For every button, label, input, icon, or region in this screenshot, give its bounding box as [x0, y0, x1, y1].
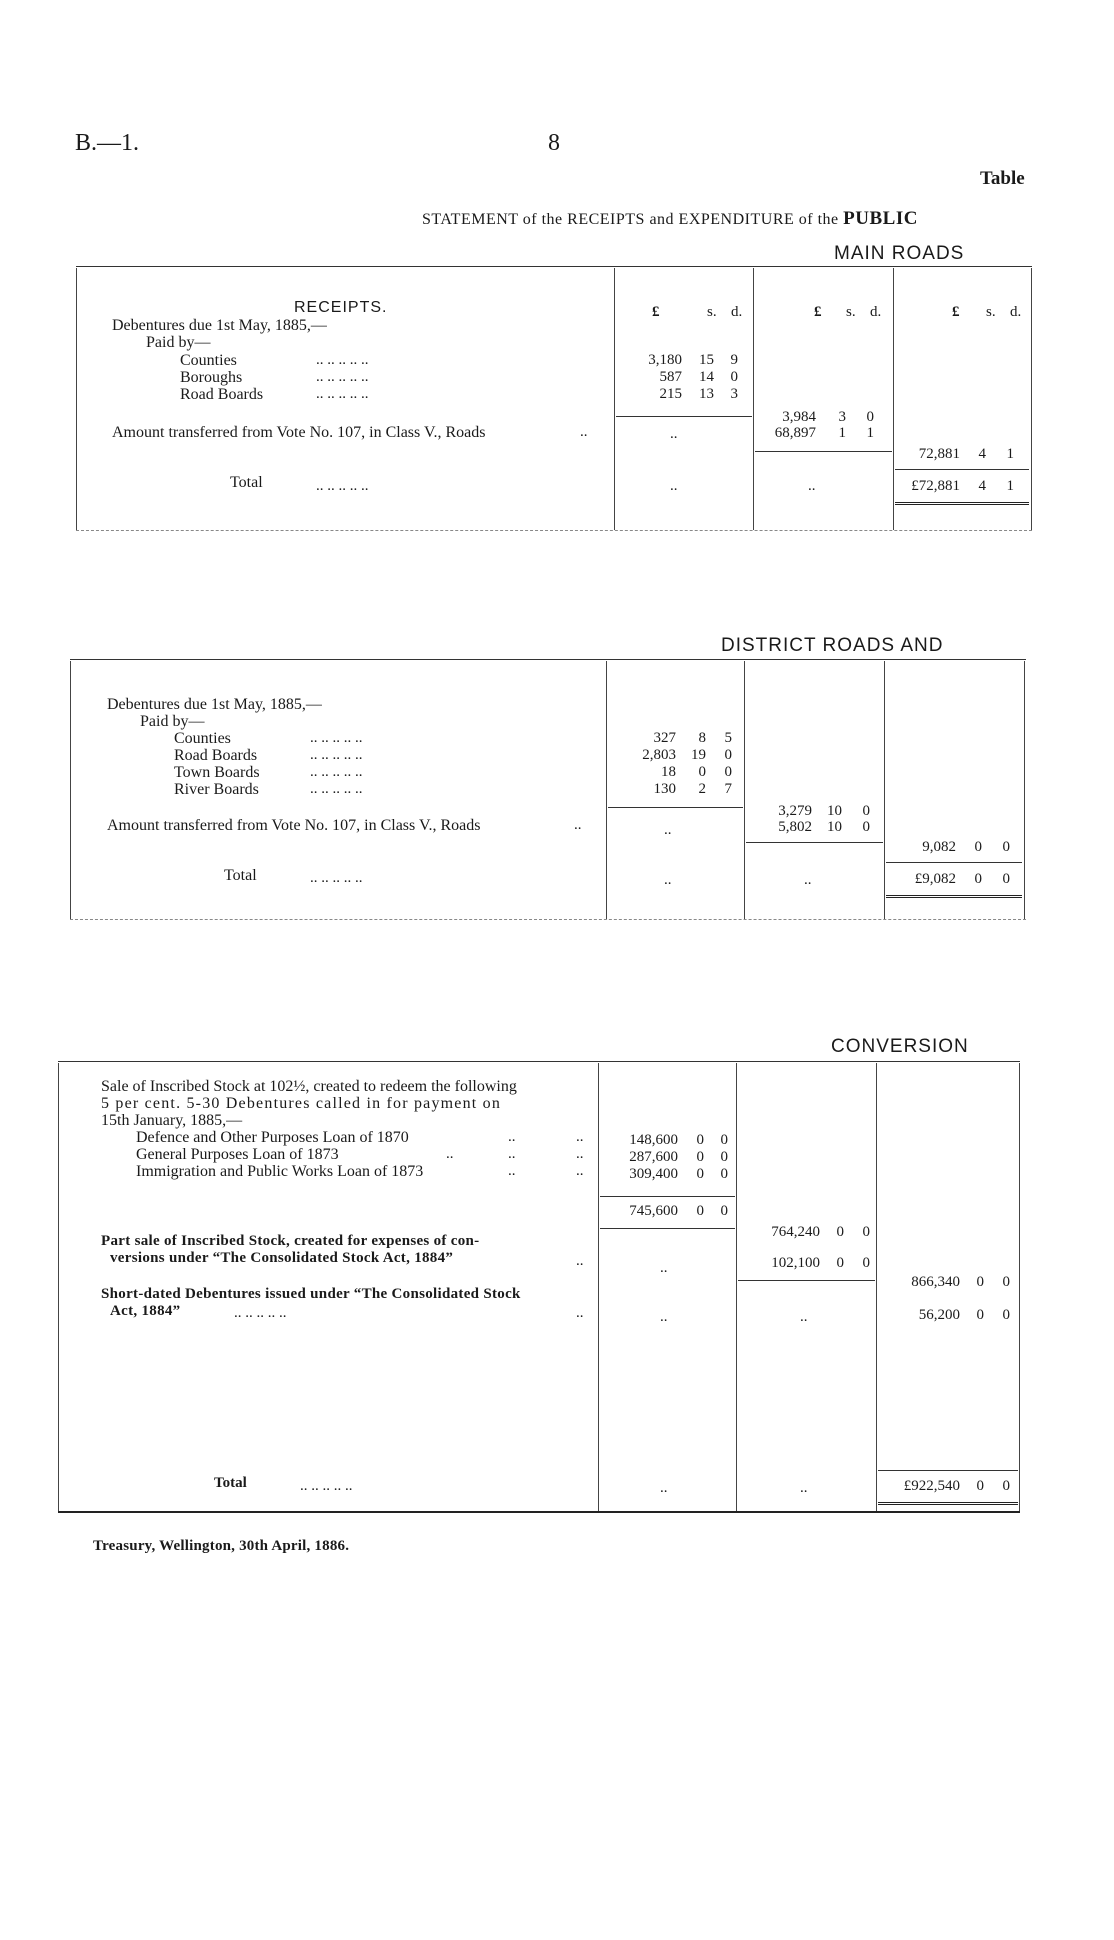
dot-leader: .. .. .. .. .. [316, 478, 369, 494]
amount-shillings: 4 [978, 446, 986, 462]
amount-shillings: 0 [974, 839, 982, 855]
dot-leader: .. [580, 424, 588, 440]
total-label: Total [230, 474, 263, 491]
empty-marker: .. [800, 1480, 808, 1496]
col2-shilling-header: s. [846, 304, 856, 320]
amount-pence: 5 [724, 730, 732, 746]
amount-shillings: 0 [696, 1166, 704, 1182]
amount-shillings: 14 [699, 369, 714, 385]
amount-shillings: 4 [978, 478, 986, 494]
amount-pounds: 102,100 [771, 1255, 820, 1271]
table-label: Table [980, 168, 1025, 189]
amount-pence: 0 [730, 369, 738, 385]
amount-pence: 1 [1006, 446, 1014, 462]
district-roads-heading: DISTRICT ROADS AND [721, 635, 944, 656]
dot-leader: .. [576, 1146, 584, 1162]
sale-line-1: Sale of Inscribed Stock at 102½, created to redeem the following [101, 1078, 517, 1095]
row-label: Town Boards [174, 764, 260, 781]
row-label: Road Boards [174, 747, 258, 764]
amount-pounds: 215 [659, 386, 682, 402]
amount-pence: 0 [862, 803, 870, 819]
amount-pence: 0 [720, 1203, 728, 1219]
amount-pounds: £922,540 [903, 1478, 960, 1494]
amount-pence: 1 [1006, 478, 1014, 494]
amount-pounds: 56,200 [918, 1307, 960, 1323]
amount-pounds: 72,881 [918, 446, 960, 462]
total-label: Total [224, 867, 257, 884]
empty-marker: .. [660, 1309, 668, 1325]
row-label: Counties [174, 730, 231, 747]
dot-leader: .. .. .. .. .. [316, 369, 369, 385]
amount-shillings: 2 [698, 781, 706, 797]
amount-shillings: 0 [836, 1224, 844, 1240]
amount-pounds: 5,802 [778, 819, 812, 835]
dot-leader: .. [508, 1146, 516, 1162]
dot-leader: .. .. .. .. .. [310, 870, 363, 886]
amount-shillings: 0 [696, 1203, 704, 1219]
amount-pence: 0 [720, 1132, 728, 1148]
row-label: Boroughs [180, 369, 243, 386]
sale-line-2: 5 per cent. 5-30 Debentures called in for payment on [101, 1095, 502, 1112]
amount-pounds: 764,240 [771, 1224, 820, 1240]
amount-shillings: 19 [691, 747, 706, 763]
amount-pounds: 130 [653, 781, 676, 797]
amount-shillings: 0 [696, 1149, 704, 1165]
amount-pence: 0 [1002, 1478, 1010, 1494]
loan-label: General Purposes Loan of 1873 [136, 1146, 339, 1163]
col3-shilling-header: s. [986, 304, 996, 320]
amount-pence: 0 [720, 1166, 728, 1182]
amount-shillings: 0 [976, 1478, 984, 1494]
statement-expenditure: EXPENDITURE [678, 211, 795, 228]
dot-leader: .. .. .. .. .. [310, 781, 363, 797]
empty-marker: .. [800, 1309, 808, 1325]
amount-pounds: 866,340 [911, 1274, 960, 1290]
sale-line-3: 15th January, 1885,— [101, 1112, 243, 1129]
row-label: Counties [180, 352, 237, 369]
statement-of-the: of the [798, 211, 839, 228]
dot-leader: .. [576, 1163, 584, 1179]
dot-leader: .. [576, 1253, 584, 1269]
amount-pounds: 9,082 [922, 839, 956, 855]
empty-marker: .. [670, 426, 678, 442]
dot-leader: .. .. .. .. .. [316, 386, 369, 402]
amount-pounds: 18 [661, 764, 676, 780]
amount-pence: 0 [1002, 871, 1010, 887]
row-label: River Boards [174, 781, 259, 798]
dot-leader: .. .. .. .. .. [310, 730, 363, 746]
amount-shillings: 13 [699, 386, 714, 402]
amount-pounds: 327 [653, 730, 676, 746]
dot-leader: .. .. .. .. .. [310, 764, 363, 780]
col2-pence-header: d. [870, 304, 882, 320]
amount-pounds: £72,881 [911, 478, 960, 494]
dot-leader: .. [446, 1146, 454, 1162]
dot-leader: .. [508, 1163, 516, 1179]
document-reference: B.—1. [75, 130, 140, 156]
amount-pounds: 68,897 [774, 425, 816, 441]
transfer-label: Amount transferred from Vote No. 107, in Class V., Roads [107, 817, 481, 834]
amount-shillings: 15 [699, 352, 714, 368]
dot-leader: .. .. .. .. .. [300, 1478, 353, 1494]
amount-shillings: 0 [698, 764, 706, 780]
part-sale-line-2: versions under “The Consolidated Stock Act, 1884” [110, 1250, 454, 1266]
empty-marker: .. [804, 872, 812, 888]
amount-pounds: 3,180 [648, 352, 682, 368]
amount-pounds: 3,984 [782, 409, 816, 425]
amount-shillings: 10 [827, 819, 842, 835]
short-dated-line-2: Act, 1884” [110, 1303, 181, 1319]
col2-pound-header: £ [814, 304, 822, 320]
amount-shillings: 8 [698, 730, 706, 746]
amount-pence: 0 [862, 1224, 870, 1240]
short-dated-line-1: Short-dated Debentures issued under “The Consolidated Stock [101, 1286, 521, 1302]
amount-pounds: 148,600 [629, 1132, 678, 1148]
statement-title [422, 208, 918, 230]
dot-leader: .. [508, 1129, 516, 1145]
empty-marker: .. [660, 1260, 668, 1276]
amount-shillings: 10 [827, 803, 842, 819]
page-number: 8 [548, 130, 560, 156]
amount-pence: 0 [720, 1149, 728, 1165]
amount-pounds: 745,600 [629, 1203, 678, 1219]
col1-pence-header: d. [731, 304, 743, 320]
district-paid-by-label: Paid by— [140, 713, 205, 730]
dot-leader: .. [576, 1305, 584, 1321]
amount-pence: 1 [866, 425, 874, 441]
total-label: Total [214, 1475, 247, 1491]
empty-marker: .. [670, 478, 678, 494]
statement-and: and [649, 211, 675, 228]
col1-shilling-header: s. [707, 304, 717, 320]
dot-leader: .. [576, 1129, 584, 1145]
amount-pence: 0 [724, 747, 732, 763]
loan-label: Defence and Other Purposes Loan of 1870 [136, 1129, 409, 1146]
amount-pounds: 587 [659, 369, 682, 385]
loan-label: Immigration and Public Works Loan of 1873 [136, 1163, 424, 1180]
empty-marker: .. [664, 822, 672, 838]
transfer-label: Amount transferred from Vote No. 107, in Class V., Roads [112, 424, 486, 441]
treasury-footer-note: Treasury, Wellington, 30th April, 1886. [93, 1538, 350, 1554]
amount-shillings: 1 [838, 425, 846, 441]
statement-prefix: STATEMENT of the [422, 211, 563, 228]
dot-leader: .. [574, 817, 582, 833]
amount-pounds: 287,600 [629, 1149, 678, 1165]
amount-pence: 3 [730, 386, 738, 402]
amount-shillings: 0 [976, 1307, 984, 1323]
amount-pence: 0 [1002, 839, 1010, 855]
dot-leader: .. .. .. .. .. [234, 1305, 287, 1321]
amount-pence: 7 [724, 781, 732, 797]
row-label: Road Boards [180, 386, 264, 403]
conversion-heading: CONVERSION [831, 1036, 969, 1057]
col1-pound-header: £ [652, 304, 660, 320]
amount-shillings: 0 [976, 1274, 984, 1290]
statement-public: PUBLIC [843, 208, 918, 229]
amount-pence: 0 [1002, 1274, 1010, 1290]
amount-shillings: 3 [838, 409, 846, 425]
amount-pounds: 2,803 [642, 747, 676, 763]
main-debentures-label: Debentures due 1st May, 1885,— [112, 317, 327, 334]
statement-receipts: RECEIPTS [567, 211, 645, 228]
district-debentures-label: Debentures due 1st May, 1885,— [107, 696, 322, 713]
empty-marker: .. [660, 1480, 668, 1496]
amount-shillings: 0 [836, 1255, 844, 1271]
amount-pence: 0 [724, 764, 732, 780]
amount-pence: 0 [862, 819, 870, 835]
col3-pence-header: d. [1010, 304, 1022, 320]
part-sale-line-1: Part sale of Inscribed Stock, created for expenses of con- [101, 1233, 480, 1249]
amount-pence: 0 [1002, 1307, 1010, 1323]
receipts-header: RECEIPTS. [294, 299, 388, 316]
amount-pounds: 309,400 [629, 1166, 678, 1182]
dot-leader: .. .. .. .. .. [310, 747, 363, 763]
amount-pence: 0 [862, 1255, 870, 1271]
main-roads-heading: MAIN ROADS [834, 243, 965, 264]
amount-pence: 9 [730, 352, 738, 368]
amount-shillings: 0 [696, 1132, 704, 1148]
amount-pence: 0 [866, 409, 874, 425]
empty-marker: .. [808, 478, 816, 494]
amount-pounds: £9,082 [914, 871, 956, 887]
amount-pounds: 3,279 [778, 803, 812, 819]
dot-leader: .. .. .. .. .. [316, 352, 369, 368]
col3-pound-header: £ [952, 304, 960, 320]
main-paid-by-label: Paid by— [146, 334, 211, 351]
amount-shillings: 0 [974, 871, 982, 887]
empty-marker: .. [664, 872, 672, 888]
